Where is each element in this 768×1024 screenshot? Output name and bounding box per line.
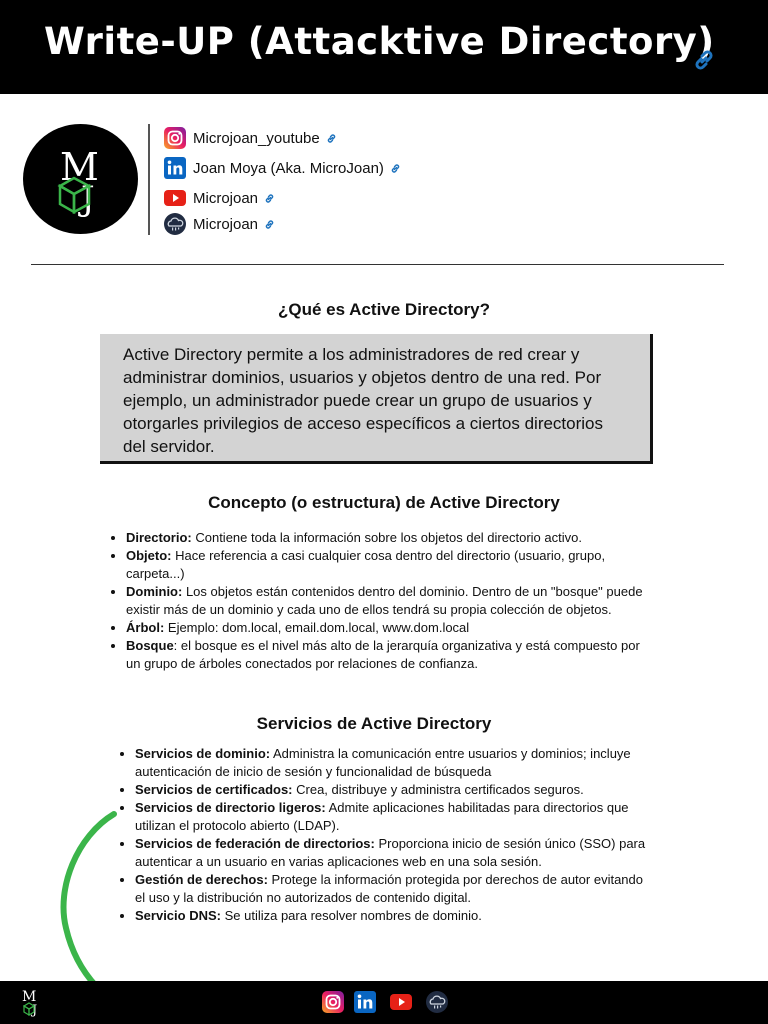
section-heading: ¿Qué es Active Directory? xyxy=(278,300,490,319)
linkedin-icon xyxy=(164,157,186,179)
list-item-term: Servicios de directorio ligeros: xyxy=(135,800,326,815)
list-item xyxy=(135,781,655,799)
mj-logo-icon xyxy=(23,124,138,234)
social-label: Joan Moya (Aka. MicroJoan) xyxy=(193,159,384,177)
social-linkedin[interactable] xyxy=(164,157,401,179)
avatar xyxy=(23,124,138,234)
list-item xyxy=(126,529,650,547)
section-divider xyxy=(31,264,724,265)
list-item-text: Contiene toda la información sobre los objetos del directorio activo. xyxy=(191,530,582,545)
list-item xyxy=(135,871,655,907)
social-instagram[interactable] xyxy=(164,127,337,149)
list-item xyxy=(135,835,655,871)
list-item-term: Árbol: xyxy=(126,620,165,635)
social-label: Microjoan_youtube xyxy=(193,129,320,147)
green-arc-decoration xyxy=(52,808,132,988)
profile-divider xyxy=(148,124,150,235)
social-tryhackme[interactable] xyxy=(164,213,275,235)
logo-letters-mark: M xyxy=(60,145,99,189)
list-item xyxy=(126,637,650,673)
list-item-term: Servicios de certificados: xyxy=(135,782,293,797)
tryhackme-icon[interactable] xyxy=(426,991,448,1013)
instagram-icon xyxy=(164,127,186,149)
list-item xyxy=(126,619,650,637)
list-item-text: Hace referencia a casi cualquier cosa dentro del directorio (usuario, grupo, carpeta...) xyxy=(126,548,606,581)
list-item xyxy=(126,547,650,583)
list-item-text: Se utiliza para resolver nombres de dominio. xyxy=(220,908,482,923)
list-item-term: Dominio: xyxy=(126,584,183,599)
linkedin-icon[interactable] xyxy=(354,991,376,1013)
social-youtube[interactable] xyxy=(164,187,275,209)
instagram-icon[interactable] xyxy=(322,991,344,1013)
social-label: Microjoan xyxy=(193,215,259,233)
list-item xyxy=(135,799,655,835)
link-icon[interactable] xyxy=(692,48,716,72)
list-item-text: Ejemplo: dom.local, email.dom.local, www.dom.local xyxy=(164,620,470,635)
list-item-term: Objeto: xyxy=(126,548,172,563)
list-item xyxy=(135,907,655,925)
link-icon[interactable] xyxy=(264,193,275,204)
section-heading: Concepto (o estructura) de Active Directory xyxy=(208,493,560,512)
list-item xyxy=(135,745,655,781)
mj-logo-icon xyxy=(20,986,46,1018)
concept-list xyxy=(126,529,650,673)
list-item-text: Proporciona inicio de sesión único (SSO) para autenticar a un usuario en varias aplicaciones web en una sola sesión. xyxy=(135,836,646,869)
list-item xyxy=(126,583,650,619)
list-item-term: Servicio DNS: xyxy=(135,908,221,923)
list-item-term: Servicios de dominio: xyxy=(135,746,271,761)
page-title: Write-UP (Attacktive Directory) xyxy=(44,20,715,63)
list-item-text: Admite aplicaciones habilitadas para directorios que utilizan el protocolo abierto (LDAP). xyxy=(135,800,629,833)
svg-text:M: M xyxy=(22,989,37,1005)
list-item-text: Crea, distribuye y administra certificados seguros. xyxy=(292,782,584,797)
list-item-text: Protege la información protegida por derechos de autor evitando el uso y la distribución no autorizados de contenido digital. xyxy=(135,872,643,905)
list-item-term: Gestión de derechos: xyxy=(135,872,268,887)
link-icon[interactable] xyxy=(264,219,275,230)
social-label: Microjoan xyxy=(193,189,259,207)
tryhackme-icon xyxy=(164,213,186,235)
list-item-term: Directorio: xyxy=(126,530,192,545)
list-item-term: Servicios de federación de directorios: xyxy=(135,836,375,851)
link-icon[interactable] xyxy=(326,133,337,144)
services-list xyxy=(135,745,655,925)
definition-box: Active Directory permite a los administradores de red crear y administrar dominios, usuarios y objetos dentro de una red. Por ejemplo, un administrador puede crear un grupo de usuarios y otorgarles privilegios de acceso específicos a ciertos directorios del servidor. xyxy=(100,334,653,464)
list-item-text: : el bosque es el nivel más alto de la jerarquía organizativa y está compuesto por un grupo de árboles conectados por relaciones de confianza. xyxy=(126,638,640,671)
list-item-term: Bosque xyxy=(126,638,174,653)
youtube-icon[interactable] xyxy=(386,991,416,1013)
youtube-icon xyxy=(164,187,186,209)
svg-text:J: J xyxy=(32,1003,38,1018)
list-item-text: Administra la comunicación entre usuarios y dominios; incluye autenticación de inicio de sesión y funcionalidad de búsqueda xyxy=(135,746,631,779)
list-item-text: Los objetos están contenidos dentro del dominio. Dentro de un "bosque" puede existir más de un dominio y cada uno de ellos tendrá su propia colección de objetos. xyxy=(126,584,643,617)
footer-social-icons xyxy=(322,991,448,1013)
link-icon[interactable] xyxy=(390,163,401,174)
section-heading: Servicios de Active Directory xyxy=(256,714,492,733)
svg-text:J: J xyxy=(81,179,95,219)
